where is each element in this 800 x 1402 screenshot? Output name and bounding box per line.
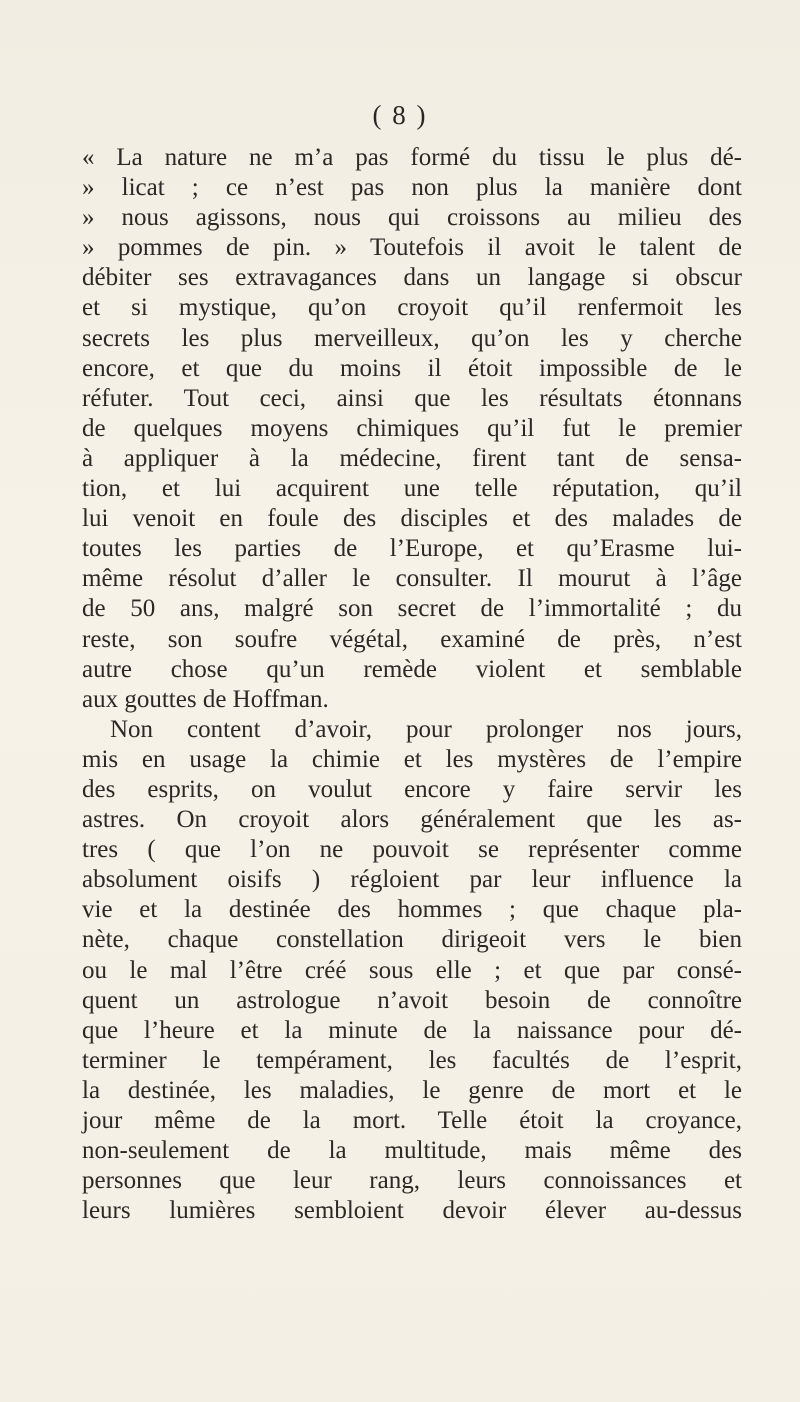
text-line: absolument oisifs ) régloient par leur influence la — [82, 866, 742, 894]
text-line: ou le mal l’être créé sous elle ; et que par consé- — [82, 956, 742, 984]
text-line: leurs lumières sembloient devoir élever au-dessus — [82, 1197, 742, 1225]
text-line: de 50 ans, malgré son secret de l’immortalité ; du — [82, 595, 742, 623]
text-line: vie et la destinée des hommes ; que chaque pla- — [82, 896, 742, 924]
text-line: mis en usage la chimie et les mystères de l’empire — [82, 745, 742, 773]
text-line: » licat ; ce n’est pas non plus la manière dont — [82, 174, 742, 202]
page-number: ( 8 ) — [372, 100, 428, 130]
text-line: nète, chaque constellation dirigeoit vers le bien — [82, 926, 742, 954]
text-line: personnes que leur rang, leurs connoissances et — [82, 1167, 742, 1195]
text-line: » pommes de pin. » Toutefois il avoit le talent de — [82, 234, 742, 262]
text-line: tion, et lui acquirent une telle réputation, qu’il — [82, 475, 742, 503]
text-line: lui venoit en foule des disciples et des malades de — [82, 505, 742, 533]
text-line: non-seulement de la multitude, mais même des — [82, 1137, 742, 1165]
text-line: même résolut d’aller le consulter. Il mourut à l’âge — [82, 565, 742, 593]
body-text — [82, 143, 742, 1226]
text-line: à appliquer à la médecine, firent tant de sensa- — [82, 444, 742, 472]
text-line: » nous agissons, nous qui croissons au milieu des — [82, 204, 742, 232]
text-line: de quelques moyens chimiques qu’il fut le premier — [82, 414, 742, 442]
text-line: que l’heure et la minute de la naissance pour dé- — [82, 1016, 742, 1044]
text-line: et si mystique, qu’on croyoit qu’il renfermoit les — [82, 294, 742, 322]
text-line: astres. On croyoit alors généralement que les as- — [82, 806, 742, 834]
text-line: Non content d’avoir, pour prolonger nos jours, — [110, 715, 742, 743]
text-line: aux gouttes de Hoffman. — [82, 685, 329, 713]
text-line: encore, et que du moins il étoit impossible de le — [82, 354, 742, 382]
text-line: des esprits, on voulut encore y faire servir les — [82, 775, 742, 803]
text-line: tres ( que l’on ne pouvoit se représenter comme — [82, 836, 742, 864]
text-line: quent un astrologue n’avoit besoin de connoître — [82, 986, 742, 1014]
text-line: débiter ses extravagances dans un langage si obscur — [82, 264, 742, 292]
text-line: secrets les plus merveilleux, qu’on les y cherche — [82, 324, 742, 352]
text-line: terminer le tempérament, les facultés de l’esprit, — [82, 1046, 742, 1074]
text-line: toutes les parties de l’Europe, et qu’Erasme lui- — [82, 535, 742, 563]
text-line: « La nature ne m’a pas formé du tissu le plus dé- — [82, 144, 742, 171]
text-line: autre chose qu’un remède violent et semblable — [82, 655, 742, 683]
text-line: la destinée, les maladies, le genre de mort et le — [82, 1076, 742, 1104]
text-line: jour même de la mort. Telle étoit la croyance, — [82, 1107, 742, 1134]
text-line: reste, son soufre végétal, examiné de près, n’est — [82, 625, 742, 653]
text-line: réfuter. Tout ceci, ainsi que les résultats étonnans — [82, 384, 742, 412]
